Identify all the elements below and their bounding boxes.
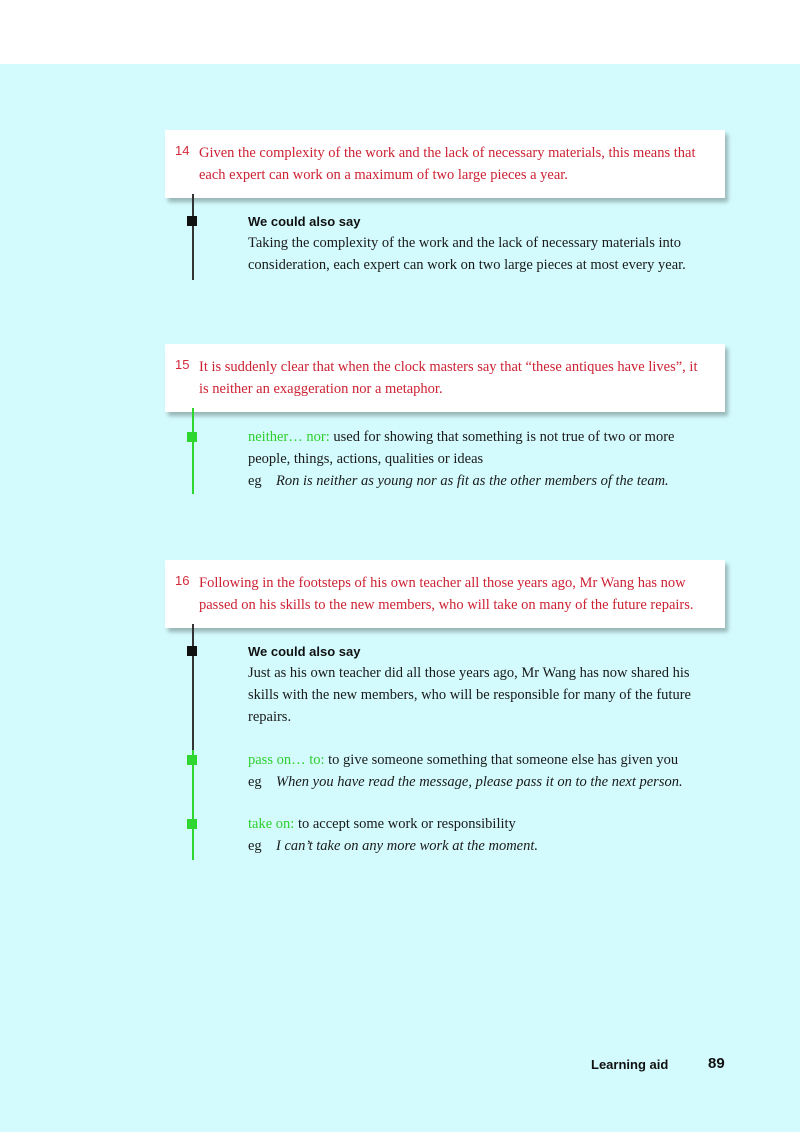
vocab-entry [248, 426, 718, 470]
vocab-note [248, 813, 718, 857]
note-connector-line [192, 194, 194, 280]
vocab-term: pass on… to: [248, 752, 325, 768]
note-connector-line [192, 624, 194, 750]
also-say-text: Taking the complexity of the work and the lack of necessary materials into consideration, each expert can work on two large pieces at most every year. [248, 235, 686, 273]
sentence-number: 15 [175, 357, 190, 372]
note-connector-line [192, 750, 194, 860]
vocab-definition: to give someone something that someone else has given you [328, 752, 679, 768]
sentence-text: Given the complexity of the work and the lack of necessary materials, this means that each expert can work on a maximum of two large pieces a year. [199, 145, 696, 183]
vocab-definition: used for showing that something is not true of two or more people, things, actions, qualities or ideas [248, 429, 675, 467]
sentence-box-15 [165, 344, 725, 412]
also-say-note [248, 212, 718, 276]
example-text: I can’t take on any more work at the moment. [276, 838, 539, 854]
vocab-marker [187, 432, 197, 442]
vocab-note [248, 426, 718, 492]
sentence-box-14 [165, 130, 725, 198]
example-text: When you have read the message, please pass it on to the next person. [276, 774, 683, 790]
sentence-number: 14 [175, 143, 190, 158]
vocab-definition: to accept some work or responsibility [297, 816, 516, 832]
eg-label: eg [248, 473, 262, 489]
vocab-term: neither… nor: [248, 429, 330, 445]
vocab-entry [248, 813, 718, 835]
eg-label: eg [248, 774, 262, 790]
also-say-note [248, 642, 718, 728]
page-number: 89 [708, 1055, 725, 1072]
vocab-example [248, 470, 718, 492]
also-say-heading: We could also say [248, 644, 361, 659]
section-label: Learning aid [591, 1057, 669, 1072]
vocab-marker [187, 755, 197, 765]
vocab-note [248, 749, 718, 793]
also-say-marker [187, 216, 197, 226]
vocab-example [248, 771, 718, 793]
sentence-text: Following in the footsteps of his own teacher all those years ago, Mr Wang has now passed on his skills to the new members, who will take on many of the future repairs. [199, 575, 694, 613]
note-connector-line [192, 408, 194, 494]
sentence-number: 16 [175, 573, 190, 588]
vocab-example [248, 835, 718, 857]
sentence-box-16 [165, 560, 725, 628]
vocab-marker [187, 819, 197, 829]
eg-label: eg [248, 838, 262, 854]
also-say-marker [187, 646, 197, 656]
example-text: Ron is neither as young nor as fit as the other members of the team. [276, 473, 669, 489]
vocab-entry [248, 749, 718, 771]
sentence-text: It is suddenly clear that when the clock masters say that “these antiques have lives”, it is neither an exaggeration nor a metaphor. [199, 359, 698, 397]
also-say-text: Just as his own teacher did all those years ago, Mr Wang has now shared his skills with the new members, who will be responsible for many of the future repairs. [248, 665, 691, 725]
vocab-term: take on: [248, 816, 295, 832]
also-say-heading: We could also say [248, 214, 361, 229]
